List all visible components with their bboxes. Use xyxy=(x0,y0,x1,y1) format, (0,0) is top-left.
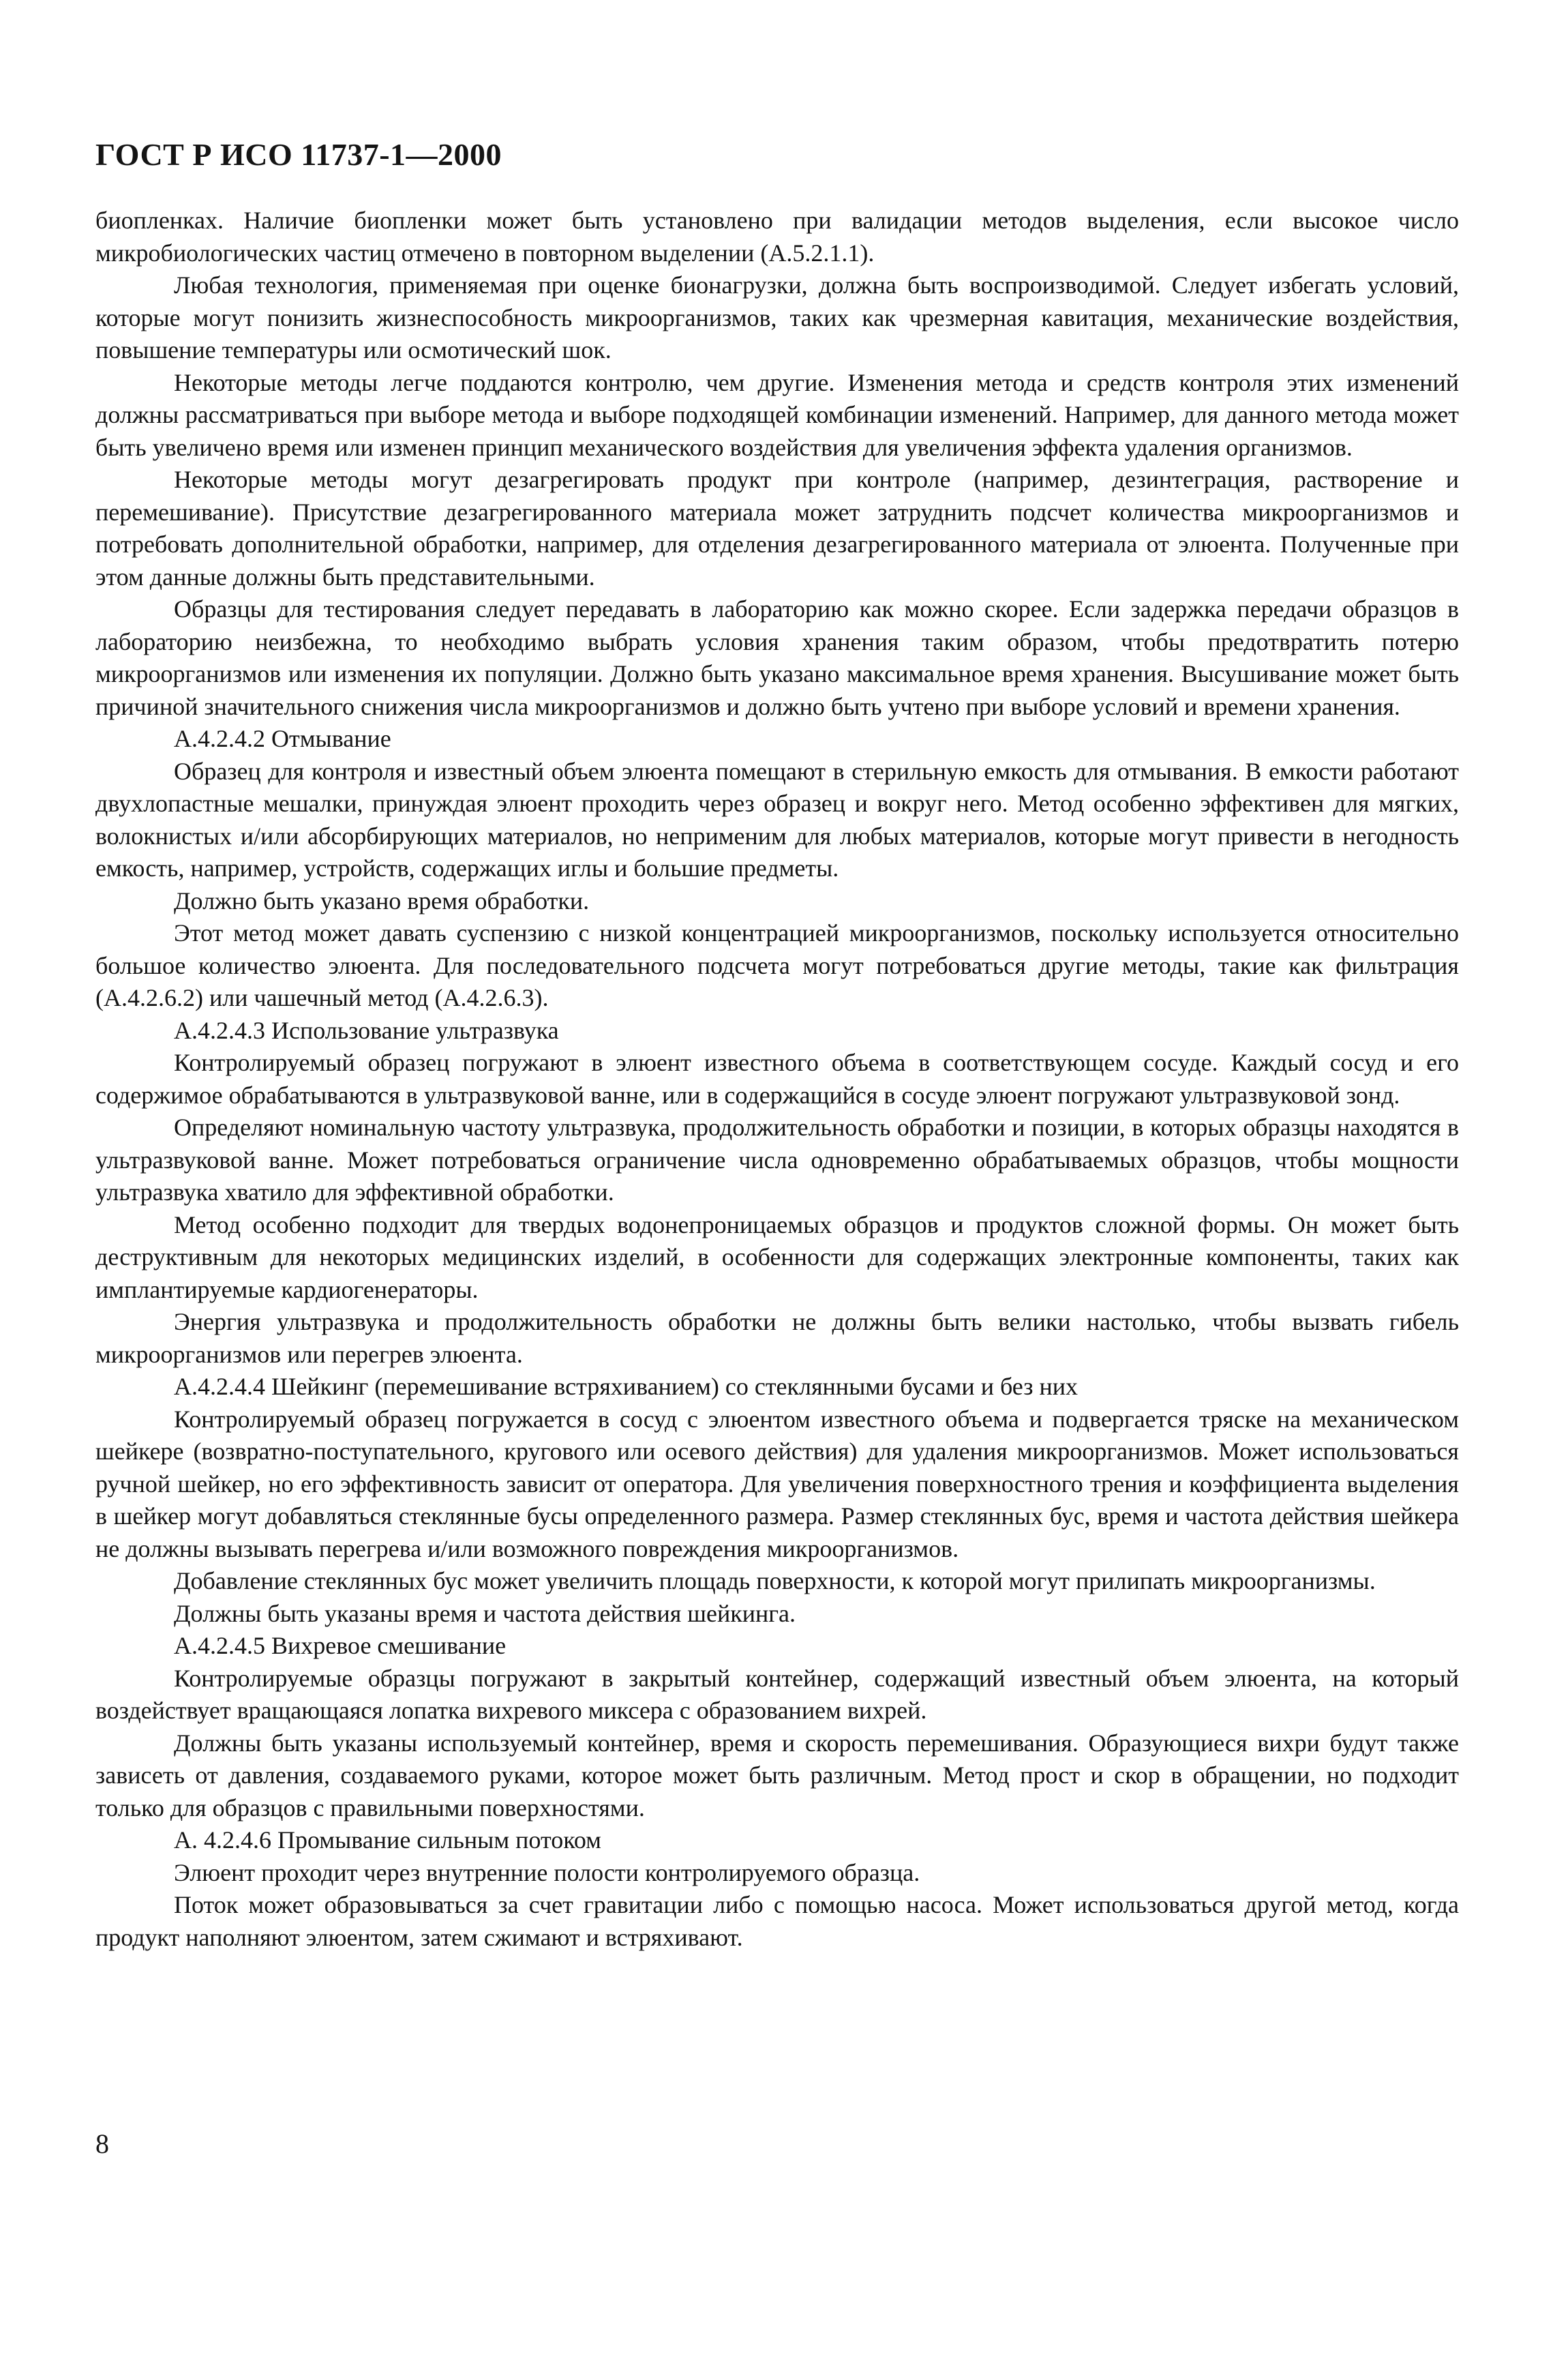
paragraph-continuation: биопленках. Наличие биопленки может быть установлено при валидации методов выделения, если высокое число микробиологических частиц отмечено в повторном выделении (А.5.2.1.1). xyxy=(95,207,1459,267)
paragraph: Некоторые методы легче поддаются контролю, чем другие. Изменения метода и средств контроля этих изменений должны рассматриваться при выборе метода и выборе подходящей комбинации изменений. Например, для данного метода может быть увеличено время или изменен принцип механического воздействия для увеличения эффекта удаления организмов. xyxy=(95,368,1459,461)
paragraph: Добавление стеклянных бус может увеличить площадь поверхности, к которой могут прилипать микроорганизмы. xyxy=(174,1567,1376,1594)
section-heading: А. 4.2.4.6 Промывание сильным потоком xyxy=(174,1826,601,1854)
section-heading: А.4.2.4.4 Шейкинг (перемешивание встряхиванием) со стеклянными бусами и без них xyxy=(174,1373,1078,1400)
body-text xyxy=(95,205,1459,1954)
paragraph: Контролируемый образец погружают в элюент известного объема в соответствующем сосуде. Каждый сосуд и его содержимое обрабатываются в ультразвуковой ванне, или в содержащийся в сосуде элюент погружают ультразвуковой зонд. xyxy=(95,1049,1459,1109)
paragraph: Должны быть указаны используемый контейнер, время и скорость перемешивания. Образующиеся вихри будут также зависеть от давления, создаваемого руками, которое может быть различным. Метод прост и скор в обращении, но подходит только для образцов с правильными поверхностями. xyxy=(95,1729,1459,1821)
paragraph: Контролируемый образец погружается в сосуд с элюентом известного объема и подвергается тряске на механическом шейкере (возвратно-поступательного, кругового или осевого действия) для удаления микроорганизмов. Может использоваться ручной шейкер, но его эффективность зависит от оператора. Для увеличения поверхностного трения и коэффициента выделения в шейкер могут добавляться стеклянные бусы определенного размера. Размер стеклянных бус, время и частота действия шейкера не должны вызывать перегрева и/или возможного повреждения микроорганизмов. xyxy=(95,1405,1459,1562)
paragraph: Должно быть указано время обработки. xyxy=(174,887,590,914)
paragraph: Метод особенно подходит для твердых водонепроницаемых образцов и продуктов сложной формы. Он может быть деструктивным для некоторых медицинских изделий, в особенности для содержащих электронные компоненты, таких как имплантируемые кардиогенераторы. xyxy=(95,1210,1459,1303)
paragraph: Энергия ультразвука и продолжительность обработки не должны быть велики настолько, чтобы вызвать гибель микроорганизмов или перегрев элюента. xyxy=(95,1308,1459,1368)
section-heading: А.4.2.4.3 Использование ультразвука xyxy=(174,1016,559,1044)
standard-designation: ГОСТ Р ИСО 11737-1—2000 xyxy=(95,137,502,172)
page-number: 8 xyxy=(95,2128,109,2159)
paragraph: Образцы для тестирования следует передавать в лабораторию как можно скорее. Если задержка передачи образцов в лабораторию неизбежна, то необходимо выбрать условия хранения таким образом, чтобы предотвратить потерю микроорганизмов или изменения их популяции. Должно быть указано максимальное время хранения. Высушивание может быть причиной значительного снижения числа микроорганизмов и должно быть учтено при выборе условий и времени хранения. xyxy=(95,595,1459,720)
paragraph: Элюент проходит через внутренние полости контролируемого образца. xyxy=(174,1858,920,1886)
paragraph: Любая технология, применяемая при оценке бионагрузки, должна быть воспроизводимой. Следует избегать условий, которые могут понизить жизнеспособность микроорганизмов, таких как чрезмерная кавитация, механические воздействия, повышение температуры или осмотический шок. xyxy=(95,271,1459,363)
paragraph: Поток может образовываться за счет гравитации либо с помощью насоса. Может использоваться другой метод, когда продукт наполняют элюентом, затем сжимают и встряхивают. xyxy=(95,1891,1459,1951)
paragraph: Образец для контроля и известный объем элюента помещают в стерильную емкость для отмывания. В емкости работают двухлопастные мешалки, принуждая элюент проходить через образец и вокруг него. Метод особенно эффективен для мягких, волокнистых и/или абсорбирующих материалов, но неприменим для любых материалов, которые могут привести в негодность емкость, например, устройств, содержащих иглы и большие предметы. xyxy=(95,757,1459,882)
section-heading: А.4.2.4.5 Вихревое смешивание xyxy=(174,1632,507,1659)
paragraph: Контролируемые образцы погружают в закрытый контейнер, содержащий известный объем элюента, на который воздействует вращающаяся лопатка вихревого миксера с образованием вихрей. xyxy=(95,1664,1459,1724)
paragraph: Должны быть указаны время и частота действия шейкинга. xyxy=(174,1599,796,1627)
paragraph: Этот метод может давать суспензию с низкой концентрацией микроорганизмов, поскольку используется относительно большое количество элюента. Для последовательного подсчета могут потребоваться другие методы, такие как фильтрация (А.4.2.6.2) или чашечный метод (А.4.2.6.3). xyxy=(95,919,1459,1011)
section-heading: А.4.2.4.2 Отмывание xyxy=(174,725,391,752)
paragraph: Определяют номинальную частоту ультразвука, продолжительность обработки и позиции, в которых образцы находятся в ультразвуковой ванне. Может потребоваться ограничение числа одновременно обрабатываемых образцов, чтобы мощности ультразвука хватило для эффективной обработки. xyxy=(95,1114,1459,1206)
paragraph: Некоторые методы могут дезагрегировать продукт при контроле (например, дезинтеграция, растворение и перемешивание). Присутствие дезагрегированного материала может затруднить подсчет количества микроорганизмов и потребовать дополнительной обработки, например, для отделения дезагрегированного материала от элюента. Полученные при этом данные должны быть представительными. xyxy=(95,466,1459,591)
